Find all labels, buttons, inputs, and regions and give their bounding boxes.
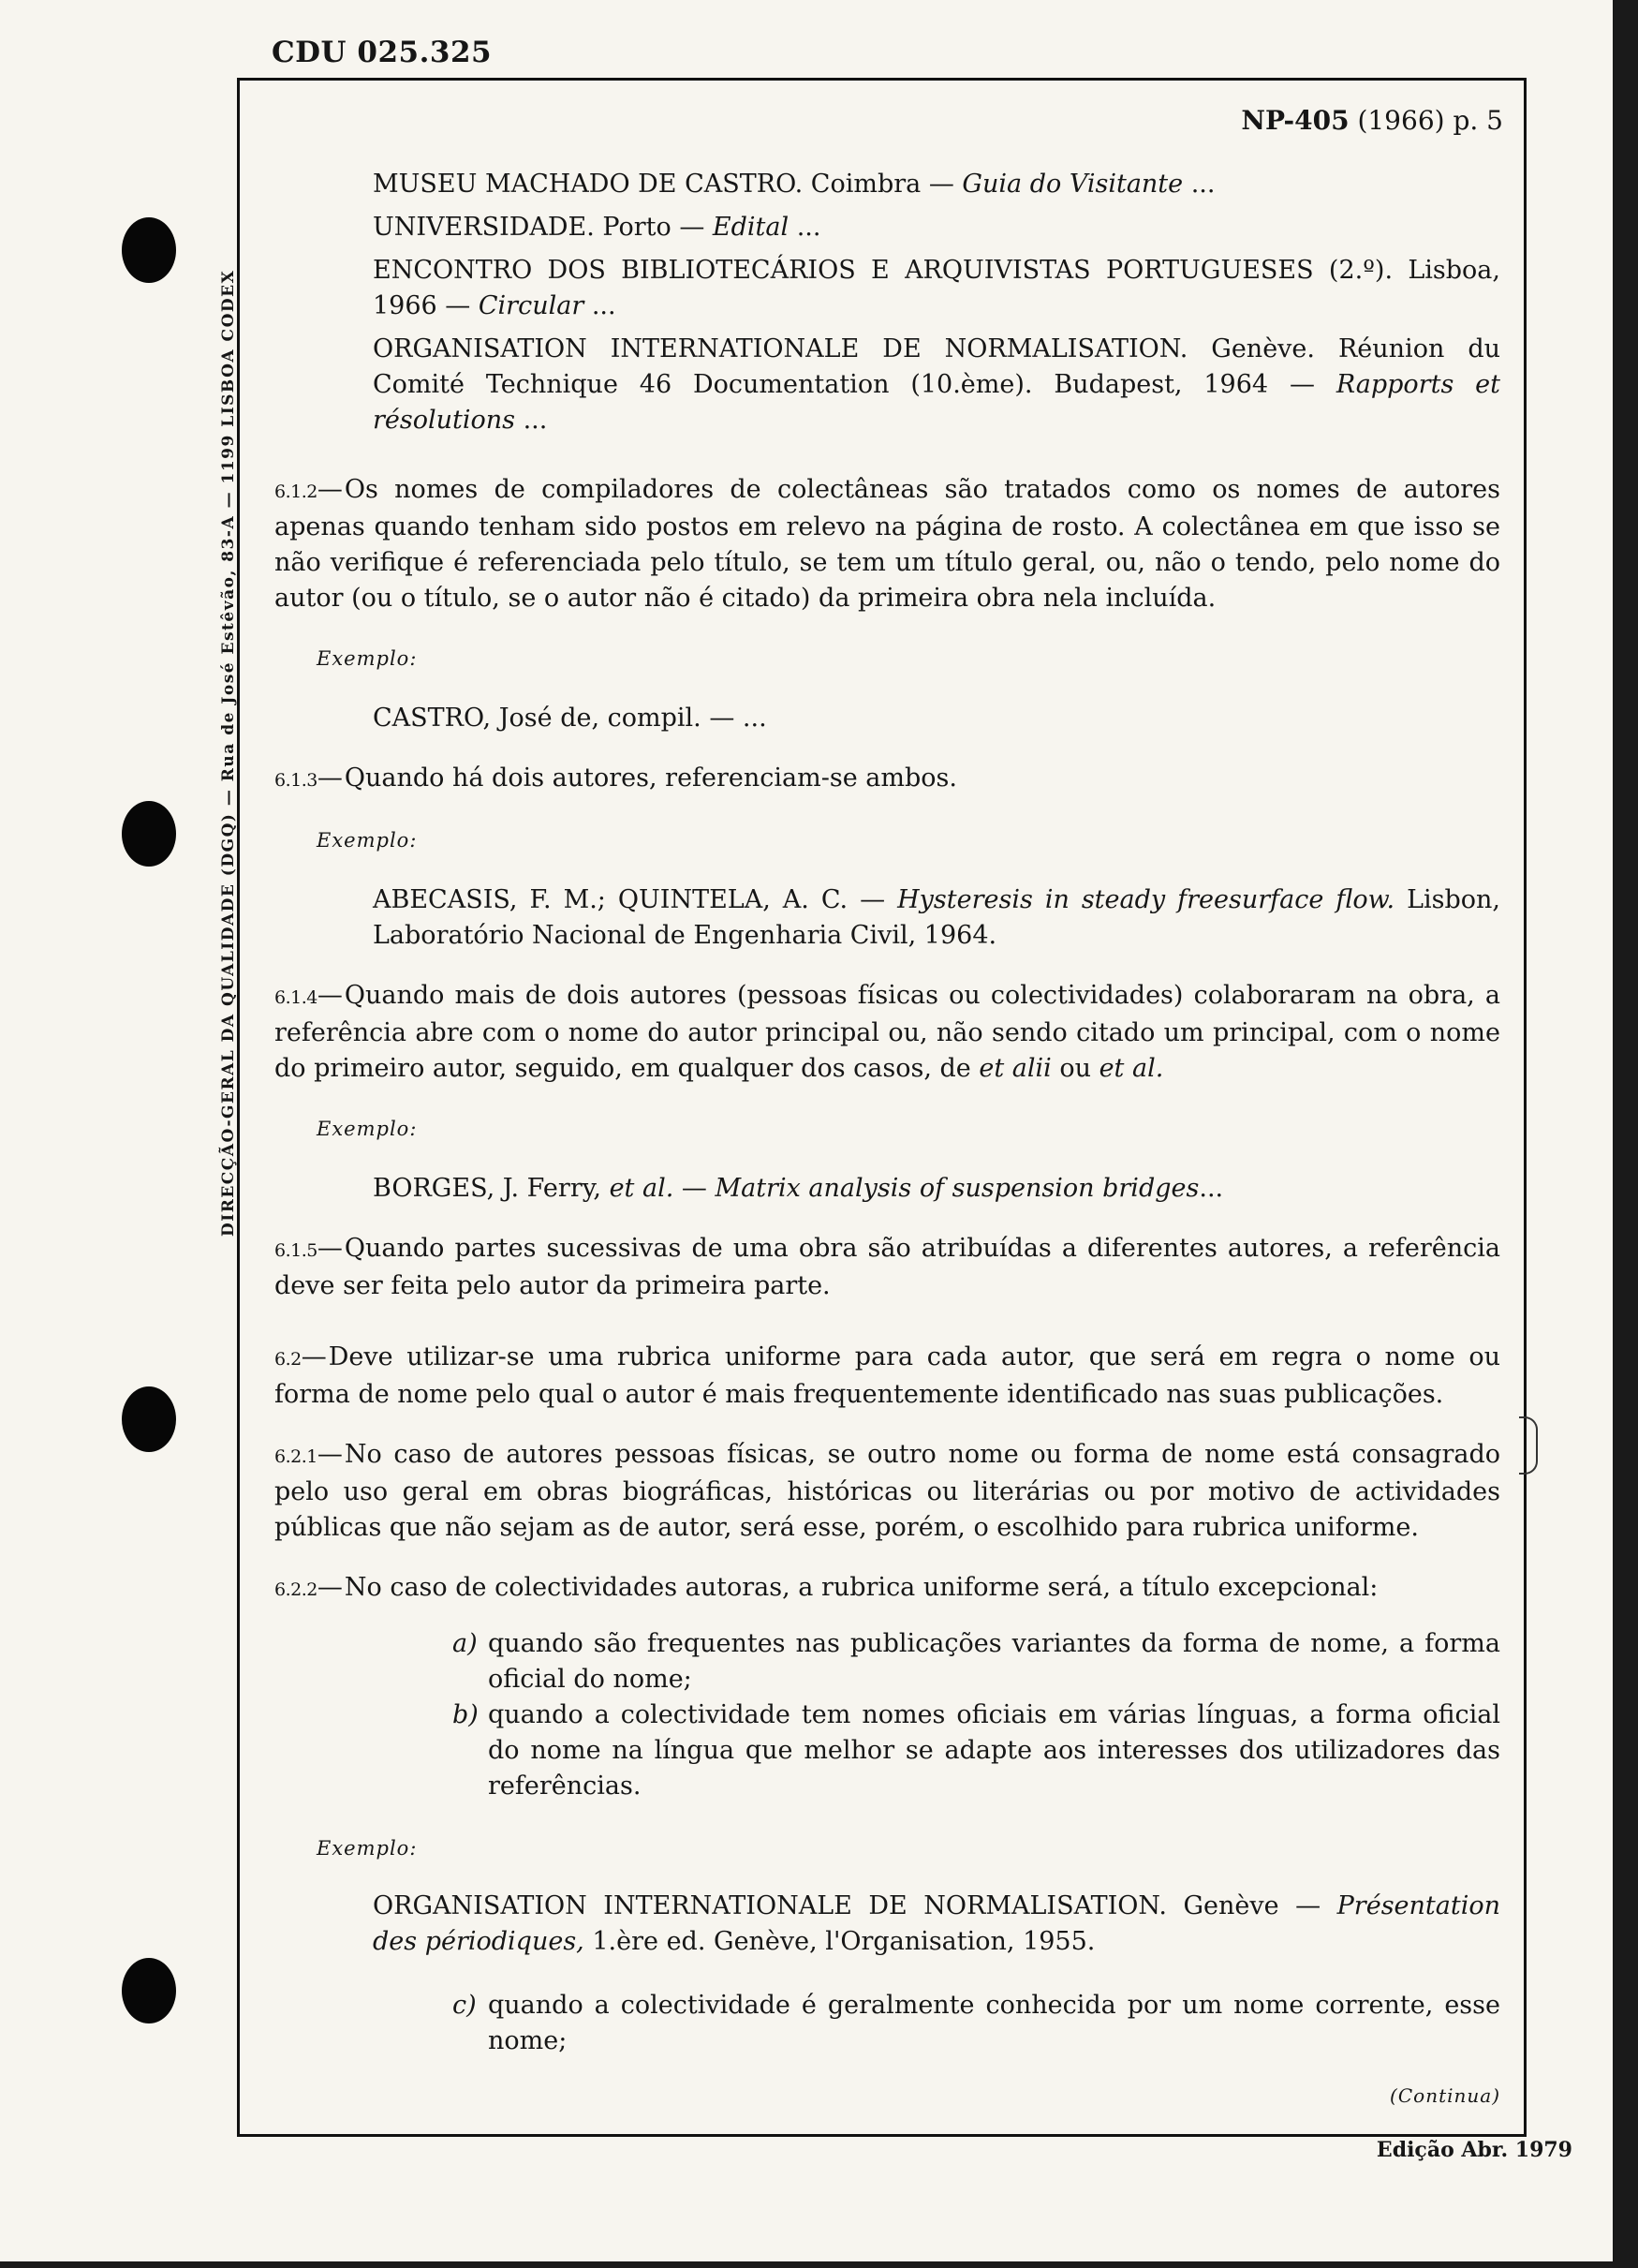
example-label: Exemplo: (317, 1118, 418, 1140)
sidebar-publisher-text: DIRECÇÃO-GERAL DA QUALIDADE (DGQ) — Rua de José Estêvão, 83-A — 1199 LISBOA CODEX (219, 269, 238, 1237)
reference-example: MUSEU MACHADO DE CASTRO. Coimbra — Guia do Visitante ... (373, 170, 1216, 199)
reference-example: ORGANISATION INTERNATIONALE DE NORMALISATION. Genève. Réunion du Comité Technique 46 Documentation (10.ème). Budapest, 1964 — Rapports et résolutions ... (373, 334, 1500, 435)
margin-bracket-mark (1519, 1416, 1538, 1475)
edition-date: Edição Abr. 1979 (1376, 2138, 1572, 2162)
section-6-2-2: 6.2.2—No caso de colectividades autoras, a rubrica uniforme será, a título excepcional: (274, 1573, 1379, 1602)
example-label: Exemplo: (317, 647, 418, 670)
section-6-1-5: 6.1.5—Quando partes sucessivas de uma obra são atribuídas a diferentes autores, a referência deve ser feita pelo autor da primeira parte. (274, 1234, 1500, 1300)
punch-hole (122, 801, 176, 867)
example-text: ABECASIS, F. M.; QUINTELA, A. C. — Hysteresis in steady freesurface flow. Lisbon, Laboratório Nacional de Engenharia Civil, 1964. (373, 885, 1500, 950)
punch-hole (122, 1386, 176, 1452)
section-6-2-1: 6.2.1—No caso de autores pessoas físicas, se outro nome ou forma de nome está consagrado pelo uso geral em obras biográficas, históricas ou literárias ou por motivo de actividades públicas que não sejam as de autor, será esse, porém, o escolhido para rubrica uniforme. (274, 1440, 1500, 1542)
section-6-1-4: 6.1.4—Quando mais de dois autores (pessoas físicas ou colectividades) colaboraram na obra, a referência abre com o nome do autor principal ou, não sendo citado um principal, com o nome do primeiro autor, seguido, em qualquer dos casos, de et alii ou et al. (274, 981, 1500, 1083)
example-text: CASTRO, José de, compil. — ... (373, 704, 767, 733)
reference-example: ENCONTRO DOS BIBLIOTECÁRIOS E ARQUIVISTAS PORTUGUESES (2.º). Lisboa, 1966 — Circular ... (373, 256, 1500, 320)
punch-hole (122, 1958, 176, 2023)
example-text: BORGES, J. Ferry, et al. — Matrix analysis of suspension bridges... (373, 1174, 1224, 1203)
section-6-2: 6.2—Deve utilizar-se uma rubrica uniforme para cada autor, que será em regra o nome ou forma de nome pelo qual o autor é mais frequentemente identificado nas suas publicações. (274, 1342, 1500, 1409)
reference-example: UNIVERSIDADE. Porto — Edital ... (373, 213, 821, 242)
example-label: Exemplo: (317, 1837, 418, 1860)
example-text: ORGANISATION INTERNATIONALE DE NORMALISATION. Genève — Présentation des périodiques, 1.ère ed. Genève, l'Organisation, 1955. (373, 1891, 1500, 1956)
list-item: c) quando a colectividade é geralmente conhecida por um nome corrente, esse nome; (452, 1991, 1500, 2055)
document-body (274, 167, 1500, 2132)
list-item: b) quando a colectividade tem nomes oficiais em várias línguas, a forma oficial do nome na língua que melhor se adapte aos interesses dos utilizadores das referências. (452, 1700, 1500, 1801)
content-frame (237, 78, 1527, 2137)
punch-hole (122, 217, 176, 283)
cdu-code: CDU 025.325 (272, 36, 493, 69)
standard-reference: NP-405 (1966) p. 5 (1241, 105, 1503, 136)
list-item: a) quando são frequentes nas publicações variantes da forma de nome, a forma oficial do nome; (452, 1629, 1500, 1694)
continued-note: (Continua) (1390, 2084, 1500, 2107)
section-6-1-3: 6.1.3—Quando há dois autores, referenciam-se ambos. (274, 763, 957, 793)
section-6-1-2: 6.1.2—Os nomes de compiladores de colectâneas são tratados como os nomes de autores apenas quando tenham sido postos em relevo na página de rosto. A colectânea em que isso se não verifique é referenciada pelo título, se tem um título geral, ou, não o tendo, pelo nome do autor (ou o título, se o autor não é citado) da primeira obra nela incluída. (274, 475, 1500, 613)
example-label: Exemplo: (317, 829, 418, 852)
